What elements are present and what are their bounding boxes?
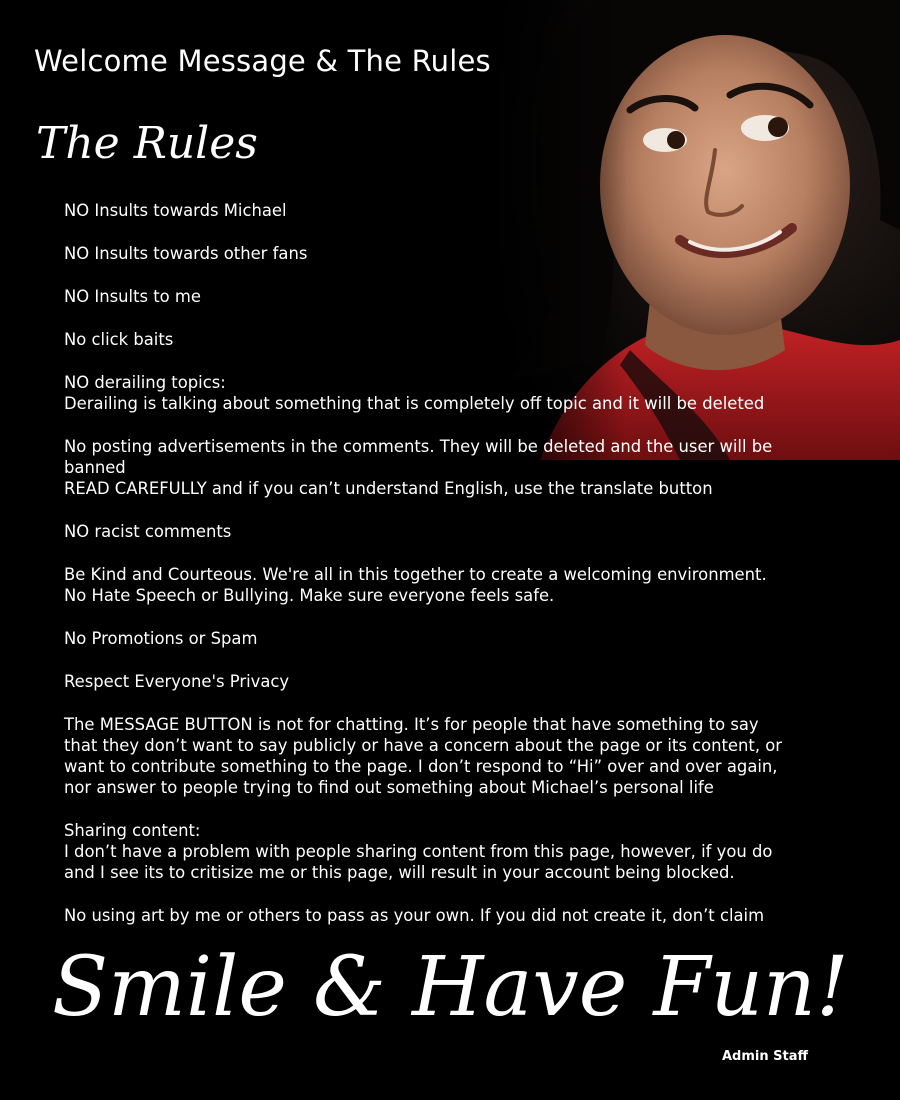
rule-item: [64, 820, 854, 883]
rule-line: Be Kind and Courteous. We're all in this together to create a welcoming environment.: [64, 565, 767, 584]
rule-item: [64, 564, 854, 606]
rule-line: Respect Everyone's Privacy: [64, 672, 290, 691]
rule-line: Derailing is talking about something that is completely off topic and it will be deleted: [64, 394, 765, 413]
rule-item: [64, 200, 854, 221]
rule-line: nor answer to people trying to find out something about Michael’s personal life: [64, 778, 714, 797]
rule-line: NO racist comments: [64, 522, 232, 541]
rule-line: banned: [64, 458, 126, 477]
rule-item: [64, 436, 854, 499]
rule-line: No click baits: [64, 330, 174, 349]
rule-item: [64, 714, 854, 798]
rule-item: [64, 286, 854, 307]
rule-line: NO derailing topics:: [64, 373, 226, 392]
rule-item: [64, 329, 854, 350]
rule-item: [64, 372, 854, 414]
rule-item: [64, 905, 854, 926]
page-title: Welcome Message & The Rules: [34, 44, 491, 78]
rule-line: NO Insults towards other fans: [64, 244, 308, 263]
rules-list: [64, 200, 854, 948]
rule-line: No Hate Speech or Bullying. Make sure everyone feels safe.: [64, 586, 555, 605]
rule-line: The MESSAGE BUTTON is not for chatting. It’s for people that have something to say: [64, 715, 759, 734]
rule-line: want to contribute something to the page. I don’t respond to “Hi” over and over again,: [64, 757, 778, 776]
rule-line: that they don’t want to say publicly or have a concern about the page or its content, or: [64, 736, 783, 755]
rule-item: [64, 521, 854, 542]
rule-line: No using art by me or others to pass as your own. If you did not create it, don’t claim: [64, 906, 765, 925]
rule-line: I don’t have a problem with people sharing content from this page, however, if you do: [64, 842, 773, 861]
rule-line: NO Insults towards Michael: [64, 201, 287, 220]
rule-line: Sharing content:: [64, 821, 201, 840]
rule-line: READ CAREFULLY and if you can’t understand English, use the translate button: [64, 479, 713, 498]
rules-script-heading: The Rules: [36, 118, 258, 169]
rule-item: [64, 243, 854, 264]
rule-item: [64, 671, 854, 692]
rule-line: No posting advertisements in the comments. They will be deleted and the user will be: [64, 437, 773, 456]
rule-line: and I see its to critisize me or this page, will result in your account being blocked.: [64, 863, 735, 882]
signature: Admin Staff: [722, 1049, 809, 1064]
rule-line: No Promotions or Spam: [64, 629, 258, 648]
footer-script-text: Smile & Have Fun!: [52, 940, 849, 1035]
rule-line: NO Insults to me: [64, 287, 201, 306]
rule-item: [64, 628, 854, 649]
